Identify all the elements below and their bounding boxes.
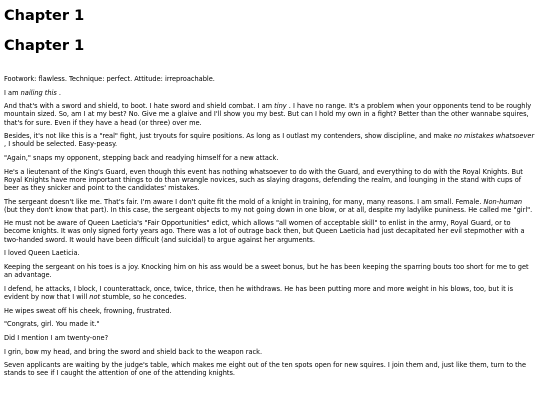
paragraph-text: He wipes sweat off his cheek, frowning, frustrated. bbox=[4, 306, 172, 315]
paragraph-text: I grin, bow my head, and bring the sword and shield back to the weapon rack. bbox=[4, 347, 263, 356]
body-paragraph bbox=[4, 102, 535, 126]
paragraph-text: stumble, so he concedes. bbox=[100, 292, 187, 301]
chapter-body bbox=[4, 75, 535, 377]
paragraph-text: . I have no range. It's a problem when your opponents tend to be roughly mountain sized. So, am I at my best? No. Give me a glaive and I'll show you my best. But can I hold my own in a fight? Better than the other wannabe squires, that's for sure. Even if they have a head (or three) over me. bbox=[4, 102, 532, 127]
paragraph-text: (but they don't know that part). In this case, the sergeant objects to my not going down in one blow, or at all, despite my ladylike puniness. He called me "girl". bbox=[4, 205, 533, 214]
chapter-page bbox=[4, 8, 535, 383]
emphasized-text: no mistakes whatsoever bbox=[453, 132, 535, 141]
paragraph-text: I am bbox=[4, 88, 21, 97]
paragraph-text: The sergeant doesn't like me. That's fair. I'm aware I don't quite fit the mold of a knight in training, for many, many reasons. I am small. Female. bbox=[4, 197, 484, 206]
paragraph-text: Keeping the sergeant on his toes is a joy. Knocking him on his ass would be a sweet bonus, but he has been keeping the sparring bouts too short for me to get an advantage. bbox=[4, 262, 529, 280]
paragraph-text: , I should be selected. Easy-peasy. bbox=[4, 140, 118, 149]
paragraph-text: Seven applicants are waiting by the judge's table, which makes me eight out of the ten spots open for new squires. I join them and, just like them, turn to the stands to see if I caught the attention of one of the attending knights. bbox=[4, 361, 526, 378]
paragraph-text: I loved Queen Laeticia. bbox=[4, 249, 80, 258]
paragraph-text: . bbox=[56, 88, 62, 97]
body-paragraph bbox=[4, 361, 535, 377]
body-paragraph bbox=[4, 320, 535, 328]
body-paragraph bbox=[4, 285, 535, 301]
emphasized-text: not bbox=[89, 292, 101, 301]
paragraph-text: Did I mention I am twenty-one? bbox=[4, 333, 109, 342]
body-paragraph bbox=[4, 348, 535, 356]
body-paragraph bbox=[4, 168, 535, 192]
emphasized-text: Non-human bbox=[483, 197, 523, 206]
paragraph-text: And that's with a sword and shield, to boot. I hate sword and shield combat. I am bbox=[4, 102, 275, 111]
paragraph-text: Besides, it's not like this is a "real" fight, just tryouts for squire positions. As long as I outlast my contenders, show discipline, and make bbox=[4, 132, 454, 141]
body-paragraph bbox=[4, 89, 535, 97]
body-paragraph bbox=[4, 334, 535, 342]
chapter-subtitle: Chapter 1 bbox=[4, 38, 85, 54]
body-paragraph bbox=[4, 132, 535, 148]
paragraph-text: He's a lieutenant of the King's Guard, even though this event has nothing whatsoever to do with the Guard, and everything to do with the Royal Knights. But Royal Knights have more important things to do than wrangle novices, such as slaying dragons, defending the realm, and lounging in the stand with cups of beer as they snicker and point to the candidates' mistakes. bbox=[4, 167, 523, 192]
paragraph-text: Footwork: flawless. Technique: perfect. Attitude: irreproachable. bbox=[4, 75, 215, 83]
chapter-title: Chapter 1 bbox=[4, 8, 85, 24]
emphasized-text: tiny bbox=[274, 102, 287, 111]
paragraph-text: He must not be aware of Queen Laeticia's "Fair Opportunities" edict, which allows "all women of acceptable skill" to enlist in the army, Royal Guard, or to become knights. It was only signed forty years ago. There was a lot of outrage back then, but Queen Laeticia had just decapitated her evil stepmother with a two-handed sword. It would have been difficult (and suicidal) to argue against her arguments. bbox=[4, 219, 525, 244]
body-paragraph bbox=[4, 198, 535, 214]
emphasized-text: nailing this bbox=[20, 88, 57, 97]
body-paragraph bbox=[4, 263, 535, 279]
body-paragraph bbox=[4, 75, 535, 83]
body-paragraph bbox=[4, 219, 535, 243]
paragraph-text: I defend, he attacks, I block, I counterattack, once, twice, thrice, then he withdraws. He has been putting more and more weight in his blows, too, but it is evident by now that I will bbox=[4, 284, 514, 301]
body-paragraph bbox=[4, 249, 535, 257]
body-paragraph bbox=[4, 307, 535, 315]
body-paragraph bbox=[4, 154, 535, 162]
paragraph-text: "Again," snaps my opponent, stepping back and readying himself for a new attack. bbox=[4, 154, 279, 163]
paragraph-text: "Congrats, girl. You made it." bbox=[4, 320, 100, 329]
